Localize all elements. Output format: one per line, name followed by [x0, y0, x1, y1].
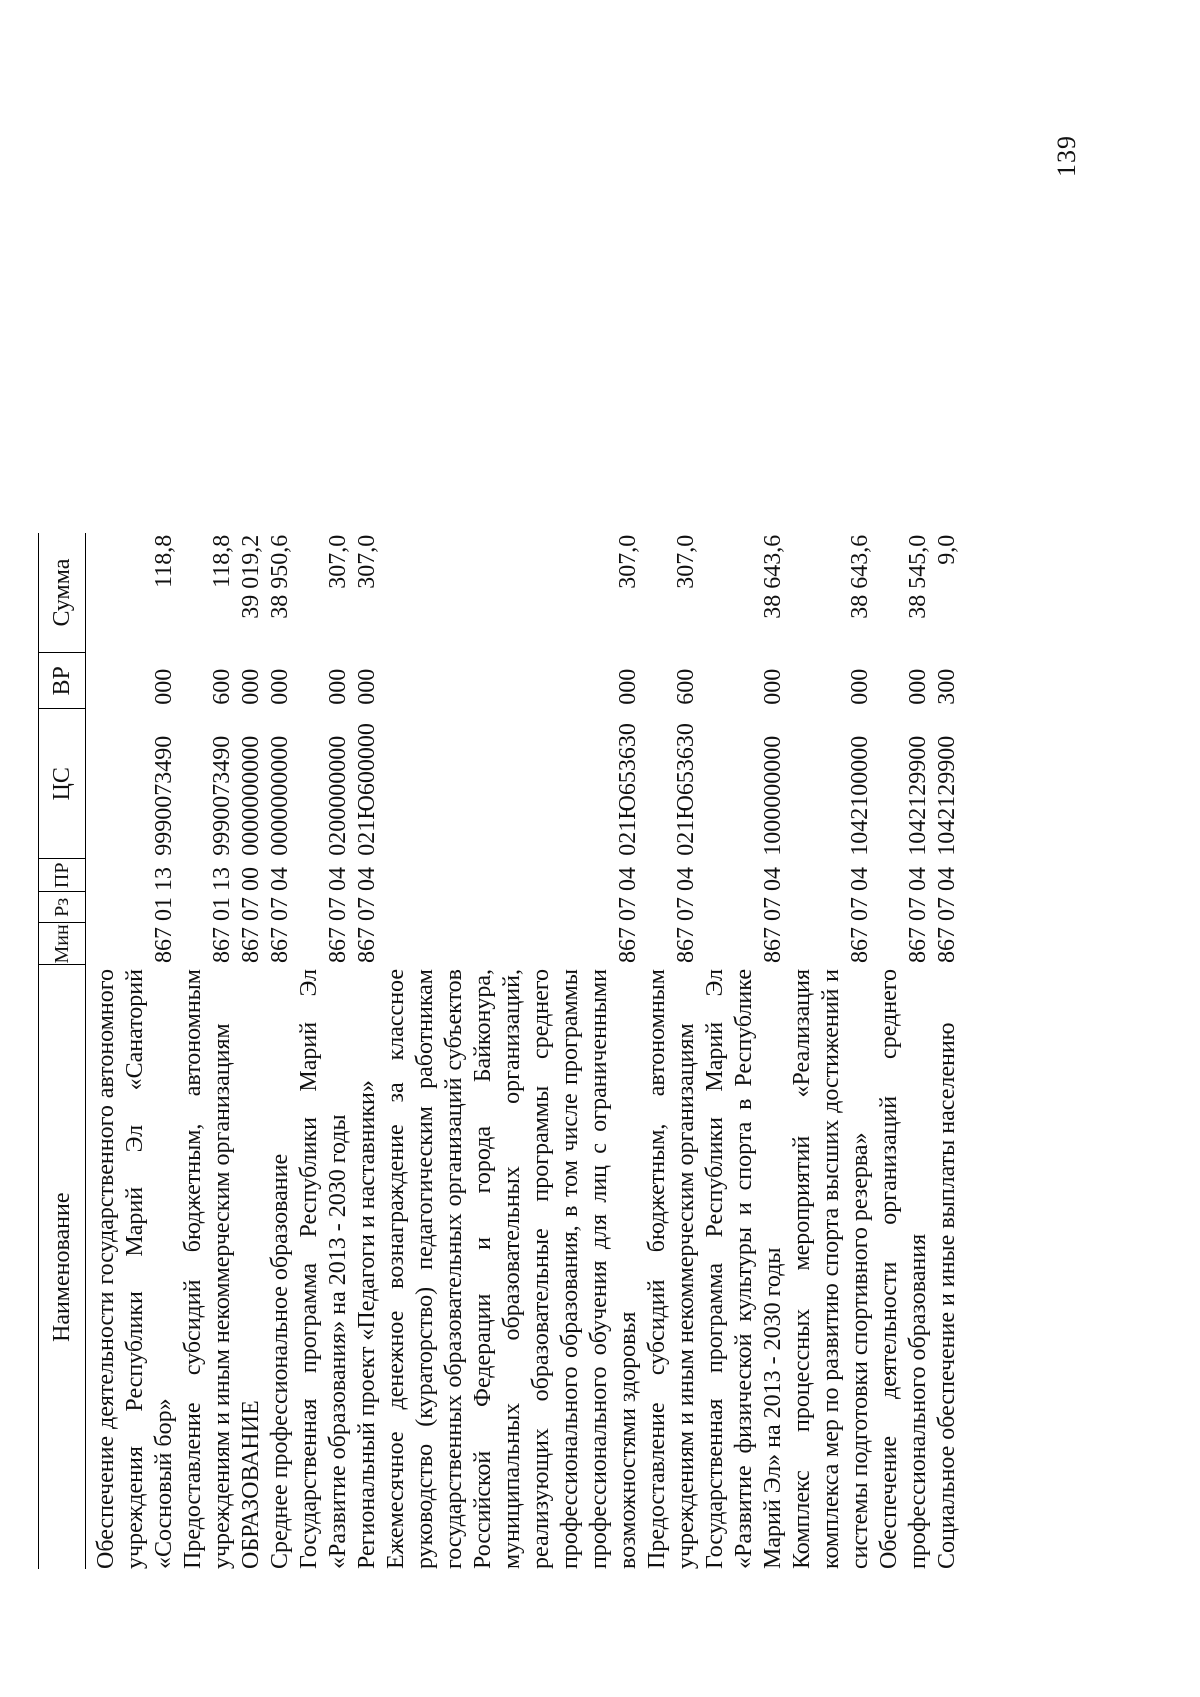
table-row [875, 533, 933, 1569]
row-name: Среднее профессиональное образование [267, 1153, 293, 1569]
header-rz: Рз [39, 892, 86, 923]
table-row [86, 533, 180, 1569]
header-min: Мин [39, 923, 86, 965]
row-sum: 307,0 [325, 534, 351, 589]
row-code: 867 07 04 [267, 867, 293, 963]
row-vr: 000 [905, 668, 931, 705]
row-vr: 000 [267, 668, 293, 705]
budget-table [38, 533, 962, 1569]
header-name: Наименование [39, 965, 86, 1569]
header-cs: ЦС [39, 709, 86, 859]
row-code: 867 07 00 [238, 867, 264, 963]
row-code: 867 07 04 [760, 867, 786, 963]
row-name: ОБРАЗОВАНИЕ [238, 1400, 264, 1569]
table-row [788, 533, 875, 1569]
row-cs: 021Ю653630 [615, 723, 641, 856]
row-name: Региональный проект «Педагоги и наставники» [354, 1080, 380, 1569]
row-sum: 39 019,2 [238, 534, 264, 619]
header-pr: ПР [39, 859, 86, 892]
row-cs: 0000000000 [267, 735, 293, 856]
table-row [382, 533, 643, 1569]
row-name: Обеспечение деятельности организаций среднего профессионального образования [876, 969, 931, 1569]
row-code: 867 07 04 [354, 867, 380, 963]
row-sum: 307,0 [615, 534, 641, 589]
row-cs: 1042129900 [905, 735, 931, 856]
table-row [179, 533, 237, 1569]
row-name: Предоставление субсидий бюджетным, автономным учреждениям и иным некоммерческим организациям [180, 969, 235, 1569]
row-code: 867 07 04 [325, 867, 351, 963]
row-sum: 118,8 [151, 534, 177, 588]
table-row [295, 533, 353, 1569]
row-sum: 307,0 [673, 534, 699, 589]
row-cs: 9990073490 [209, 735, 235, 856]
row-vr: 000 [238, 668, 264, 705]
row-name: Ежемесячное денежное вознаграждение за классное руководство (кураторство) педагогическим работникам государственных образовательных организаций субъектов Российской Федерации и города Байконура, муниципальных образовательных организаций, реализующих образовательные программы среднего профессионального образования, в том числе программы профессионального обучения для лиц с ограниченными возможностями здоровья [383, 969, 641, 1569]
row-vr: 600 [209, 668, 235, 705]
row-sum: 118,8 [209, 534, 235, 588]
row-name: Обеспечение деятельности государственного автономного учреждения Республики Марий Эл «Санаторий «Сосновый бор» [93, 969, 177, 1569]
row-name: Предоставление субсидий бюджетным, автономным учреждениям и иным некоммерческим организациям [644, 969, 699, 1569]
row-vr: 300 [934, 668, 960, 705]
row-name: Социальное обеспечение и иные выплаты населению [934, 1022, 960, 1569]
row-sum: 38 643,6 [847, 534, 873, 619]
table-row [353, 533, 382, 1569]
table-row [237, 533, 266, 1569]
row-vr: 000 [847, 668, 873, 705]
row-code: 867 07 04 [905, 867, 931, 963]
row-cs: 1042129900 [934, 735, 960, 856]
row-sum: 38 643,6 [760, 534, 786, 619]
page-number: 139 [1052, 135, 1081, 177]
table-header-row [39, 533, 86, 1569]
row-name: Государственная программа Республики Марий Эл «Развитие образования» на 2013 - 2030 годы [296, 969, 351, 1569]
row-code: 867 07 04 [934, 867, 960, 963]
row-vr: 000 [615, 668, 641, 705]
row-cs: 0200000000 [325, 735, 351, 856]
row-cs: 0000000000 [238, 735, 264, 856]
row-name: Комплекс процессных мероприятий «Реализация комплекса мер по развитию спорта высших достижений и системы подготовки спортивного резерва» [789, 969, 873, 1569]
row-vr: 000 [354, 668, 380, 705]
header-sum: Сумма [39, 533, 86, 653]
row-cs: 1000000000 [760, 735, 786, 856]
row-sum: 38 545,0 [905, 534, 931, 619]
row-sum: 9,0 [934, 534, 960, 565]
row-name: Государственная программа Республики Марий Эл «Развитие физической культуры и спорта в Республике Марий Эл» на 2013 - 2030 годы [702, 969, 786, 1569]
row-vr: 000 [151, 668, 177, 705]
table-row [266, 533, 295, 1569]
row-cs: 021Ю653630 [673, 723, 699, 856]
row-code: 867 01 13 [209, 867, 235, 963]
row-vr: 600 [673, 668, 699, 705]
row-sum: 307,0 [354, 534, 380, 589]
row-vr: 000 [760, 668, 786, 705]
table-row [933, 533, 962, 1569]
row-code: 867 07 04 [673, 867, 699, 963]
table-row [701, 533, 788, 1569]
header-vr: ВР [39, 653, 86, 709]
row-code: 867 07 04 [847, 867, 873, 963]
table-row [643, 533, 701, 1569]
row-cs: 9990073490 [151, 735, 177, 856]
row-code: 867 01 13 [151, 867, 177, 963]
row-sum: 38 950,6 [267, 534, 293, 619]
row-code: 867 07 04 [615, 867, 641, 963]
row-vr: 000 [325, 668, 351, 705]
row-cs: 1042100000 [847, 735, 873, 856]
row-cs: 021Ю600000 [354, 723, 380, 856]
